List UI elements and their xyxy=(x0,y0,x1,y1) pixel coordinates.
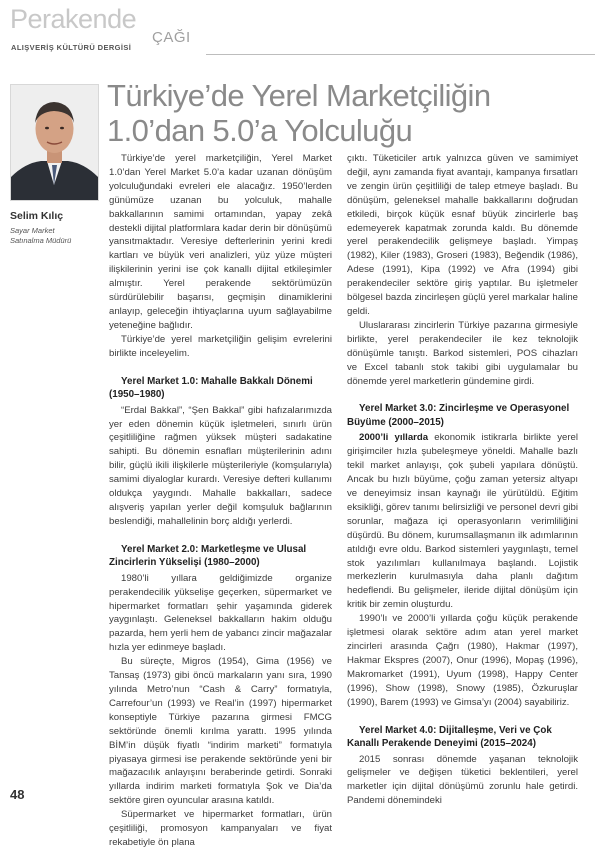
page-number: 48 xyxy=(10,787,25,802)
author-portrait-image xyxy=(11,85,98,200)
emphasis-text: 2000’li yıllarda xyxy=(359,432,429,444)
paragraph: çıktı. Tüketiciler artık yalnızca güven ve samimiyet değil, aynı zamanda fiyat avantajı, kampanya fırsatları ve zengin ürün çeşitliliği de talep etmeye başladı. Bu dönüşüm, geleneksel mahalle bakkallarını doğrudan etkiledi, birçok küçük esnaf büyük zincirlerle baş edemeyerek kapatmak zorunda kaldı. Bu dönemde yerel perakendecilik gelişmeye başladı. Yimpaş (1982), Kiler (1983), Groseri (1983), Beğendik (1986), Adese (1991), Kipa (1992) ve Afra (1994) gibi perakendeciler sektöre giriş yaptılar. Bu işletmeler bölgesel bazda zincirleşen güçlü yerel markalar haline geldi. xyxy=(347,153,578,317)
author-name: Selim Kılıç xyxy=(10,210,64,222)
paragraph: 1980’li yıllara geldiğimizde organize perakendecilik yükselişe geçerken, süpermarket ve hipermarket formatları şehir yaşamında giderek yaygınlaştı. Geleneksel bakkalların hakim olduğu pazarda, hem yerli hem de yabancı zincir mağazalar hızla yer edinmeye başladı. xyxy=(109,572,332,654)
paragraph: Türkiye’de yerel marketçiliğin gelişim evrelerini birlikte inceleyelim. xyxy=(109,333,332,359)
paragraph: Bu süreçte, Migros (1954), Gima (1956) ve Tansaş (1973) gibi öncü markaların yanı sıra, 1990 yılında Metro’nun “Cash & Carry” formatıyla, Carrefour’un (1993) ve Real’in (1997) hipermarket konseptiyle Türkiye pazarına girmesi FMCG sektöründe önemli kırılma yarattı. 1995 yılında BİM’in düşük fiyatlı “indirim marketi” formatıyla piyasaya girmesi ise perakende sektöründe yeni bir mağazacılık anlayışını beraberinde getirdi. Sonraki yıllarda indirim marketi formatıyla Şok ve Dia’da sektöre giren oyuncular arasına katıldı. xyxy=(109,656,332,807)
paragraph-text: ekonomik istikrarla birlikte yerel girişimciler hızla şubeleşmeye yöneldi. Mahalle bazlı tekil market anlayışı, çok şubeli yapılara dönüştü. Ancak bu hızlı büyüme, çoğu zaman yetersiz altyapı ve deneyimsiz insan kaynağı ile yürütüldü. Eğitim eksikliği, görev tanımı belirsizliği ve personel devri gibi sorunlar, mağaza içi operasyonların verimliliğini düşürdü. Bu dönem, kurumsallaşmanın ilk adımlarının atıldığı evre oldu. Barkod sistemleri yaygınlaştı, temel stok yazılımları kullanılmaya başlandı. Lojistik merkezlerin kurulmasıyla daha planlı dağıtım hedeflendi. Bu gelişmeler, ileride dijital dönüşüm için kritik bir zemin oluşturdu. xyxy=(347,432,578,611)
paragraph: “Erdal Bakkal”, “Şen Bakkal” gibi hafızalarımızda yer eden dönemin küçük işletmeleri, sınırlı ürün çeşitliliğine rağmen yüksek müşteri sadakatine sahipti. Bu dönemin esnafları müşterilerinin adını bilir, güçlü ikili ilişkilerle müşterileriyle (komşularıyla) samimi diyaloglar kurardı. Veresiye defteri kullanımı oldukça yaygındı. Mahalle bakkalları, sadece alışveriş yapılan yerler değil komşuluk bağlarının beslendiği, mahallelinin borç aldığı yerlerdi. xyxy=(109,404,332,527)
header-rule xyxy=(206,54,595,55)
magazine-brand-sub: ÇAĞI xyxy=(152,29,191,46)
section-heading: Yerel Market 1.0: Mahalle Bakkalı Dönemi (1950–1980) xyxy=(109,375,313,401)
author-photo xyxy=(10,84,99,201)
article-title-line2: 1.0’dan 5.0’a Yolculuğu xyxy=(107,113,413,148)
section-heading: Yerel Market 4.0: Dijitalleşme, Veri ve Çok Kanallı Perakende Deneyimi (2015–2024) xyxy=(347,724,552,750)
magazine-tagline: ALIŞVERİŞ KÜLTÜRÜ DERGİSİ xyxy=(11,43,132,52)
author-role xyxy=(10,226,100,246)
paragraph: Türkiye’de yerel marketçiliğin, Yerel Market 1.0’dan Yerel Market 5.0’a kadar uzanan dönüşüm yolculuğundaki evreleri ele alacağız. 1950’lerden günümüze uzanan bu yolculuk, mahalle bakkallarının samimi ortamından, yapay zekâ destekli dijital platformlara kadar derin bir dönüşümü yansıtmaktadır. Veresiye defterlerinin yerini kredi kartları ve büyük veri analizleri, yüz yüze müşteri ilişkilerinin yerini ise çok kanallı dijital etkileşimler almıştır. Yerel perakende sektörümüzün sürdürülebilir başarısı, geçmişin dinamiklerini anlayıp, geleceğin ihtiyaçlarına uyum sağlayabilme yeteneğine bağlıdır. xyxy=(109,153,332,331)
author-company: Sayar Market xyxy=(10,226,55,235)
paragraph xyxy=(347,431,578,612)
paragraph: 2015 sonrası dönemde yaşanan teknolojik gelişmeler ve değişen tüketici beklentileri, yerel marketler için dijital dönüşümü zorunlu hale getirdi. Pandemi dönemindeki xyxy=(347,753,578,807)
magazine-brand: Perakende xyxy=(10,4,137,34)
section-heading: Yerel Market 2.0: Marketleşme ve Ulusal Zincirlerin Yükselişi (1980–2000) xyxy=(109,543,307,569)
article-title-line1: Türkiye’de Yerel Marketçiliğin xyxy=(107,78,491,113)
article-title xyxy=(107,78,587,148)
article-column-1 xyxy=(109,152,332,850)
article-column-2 xyxy=(347,152,578,808)
section-heading: Yerel Market 3.0: Zincirleşme ve Operasyonel Büyüme (2000–2015) xyxy=(347,403,570,428)
author-title: Satınalma Müdürü xyxy=(10,236,72,245)
masthead xyxy=(10,4,595,54)
paragraph: Süpermarket ve hipermarket formatları, ürün çeşitliliği, promosyon kampanyaları ve fiyat rekabetiyle ön plana xyxy=(109,809,332,848)
paragraph: Uluslararası zincirlerin Türkiye pazarına girmesiyle birlikte, yerel perakendeciler ile kez teknolojik dönüşümle tanıştı. Barkod sistemleri, POS cihazları ve Excel tabanlı stok takibi gibi uygulamalar bu dönemde yerel marketlerin gündemine girdi. xyxy=(347,319,578,387)
paragraph: 1990’lı ve 2000’li yıllarda çoğu küçük perakende işletmesi olarak sektöre adım atan yerel market zincirleri arasında Çağrı (1980), Hakmar (1997), Hakmar Ekspres (2007), Onur (1996), Mopaş (1996), Makromarket (1991), Uyum (1998), Happy Center (1996), Show (1998), Snowy (1985), Özkuruşlar (1990), Barem (1993) ve Gimsa’yı (2004) sayabiliriz. xyxy=(347,613,578,708)
